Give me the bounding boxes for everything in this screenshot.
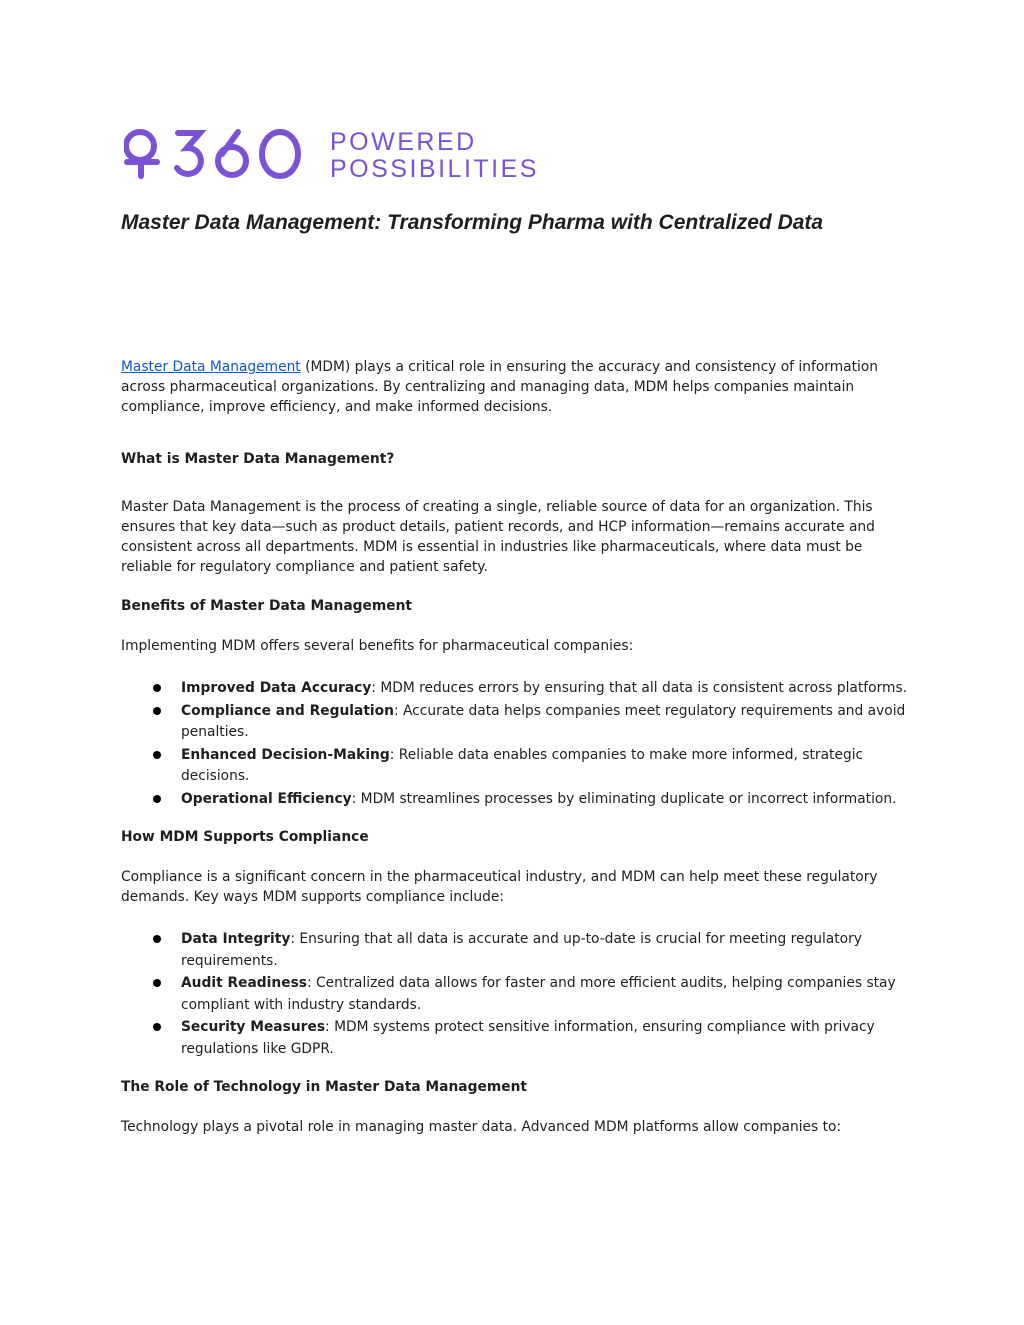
mdm-link[interactable]: Master Data Management [121, 359, 301, 375]
bullet-icon [153, 935, 161, 943]
benefits-intro: Implementing MDM offers several benefits for pharmaceutical companies: [121, 638, 634, 654]
compliance-list [121, 929, 911, 1060]
list-item: Compliance and Regulation: Accurate data helps companies meet regulatory requirements and avoid penalties. [121, 701, 911, 744]
list-item: Improved Data Accuracy: MDM reduces errors by ensuring that all data is consistent across platforms. [121, 678, 911, 700]
logo-tagline-line2: POSSIBILITIES [330, 155, 539, 183]
logo-tagline-line1: POWERED [330, 128, 477, 156]
document-title: Master Data Management: Transforming Pharma with Centralized Data [121, 211, 824, 234]
what-is-mdm-paragraph: Master Data Management is the process of creating a single, reliable source of data for an organization. This ensures that key data—such as product details, patient records, and HCP information—remains accurate and consistent across all departments. MDM is essential in industries like pharmaceuticals, where data must be reliable for regulatory compliance and patient safety. [121, 499, 875, 575]
technology-paragraph: Technology plays a pivotal role in managing master data. Advanced MDM platforms allow companies to: [121, 1119, 842, 1135]
heading-technology: The Role of Technology in Master Data Management [121, 1079, 527, 1095]
list-item: Security Measures: MDM systems protect sensitive information, ensuring compliance with privacy regulations like GDPR. [121, 1017, 911, 1060]
document-body [121, 357, 911, 1137]
bullet-icon [153, 979, 161, 987]
bullet-icon [153, 751, 161, 759]
heading-benefits: Benefits of Master Data Management [121, 598, 413, 614]
bullet-icon [153, 707, 161, 715]
intro-text: (MDM) plays a critical role in ensuring the accuracy and consistency of information across pharmaceutical organizations. By centralizing and managing data, MDM helps companies maintain compliance, improve efficiency, and make informed decisions. [121, 359, 879, 415]
list-item: Operational Efficiency: MDM streamlines processes by eliminating duplicate or incorrect information. [121, 789, 911, 811]
bullet-icon [153, 1023, 161, 1031]
compliance-paragraph: Compliance is a significant concern in the pharmaceutical industry, and MDM can help meet these regulatory demands. Key ways MDM supports compliance include: [121, 869, 878, 905]
list-item: Audit Readiness: Centralized data allows for faster and more efficient audits, helping companies stay compliant with industry standards. [121, 973, 911, 1016]
heading-compliance: How MDM Supports Compliance [121, 829, 369, 845]
intro-paragraph [121, 357, 911, 417]
list-item: Enhanced Decision-Making: Reliable data enables companies to make more informed, strategic decisions. [121, 745, 911, 788]
benefits-list [121, 678, 911, 810]
list-item: Data Integrity: Ensuring that all data is accurate and up-to-date is crucial for meeting regulatory requirements. [121, 929, 911, 972]
bullet-icon [153, 795, 161, 803]
p360-logo [124, 124, 544, 184]
bullet-icon [153, 684, 161, 692]
heading-what-is-mdm: What is Master Data Management? [121, 451, 395, 467]
